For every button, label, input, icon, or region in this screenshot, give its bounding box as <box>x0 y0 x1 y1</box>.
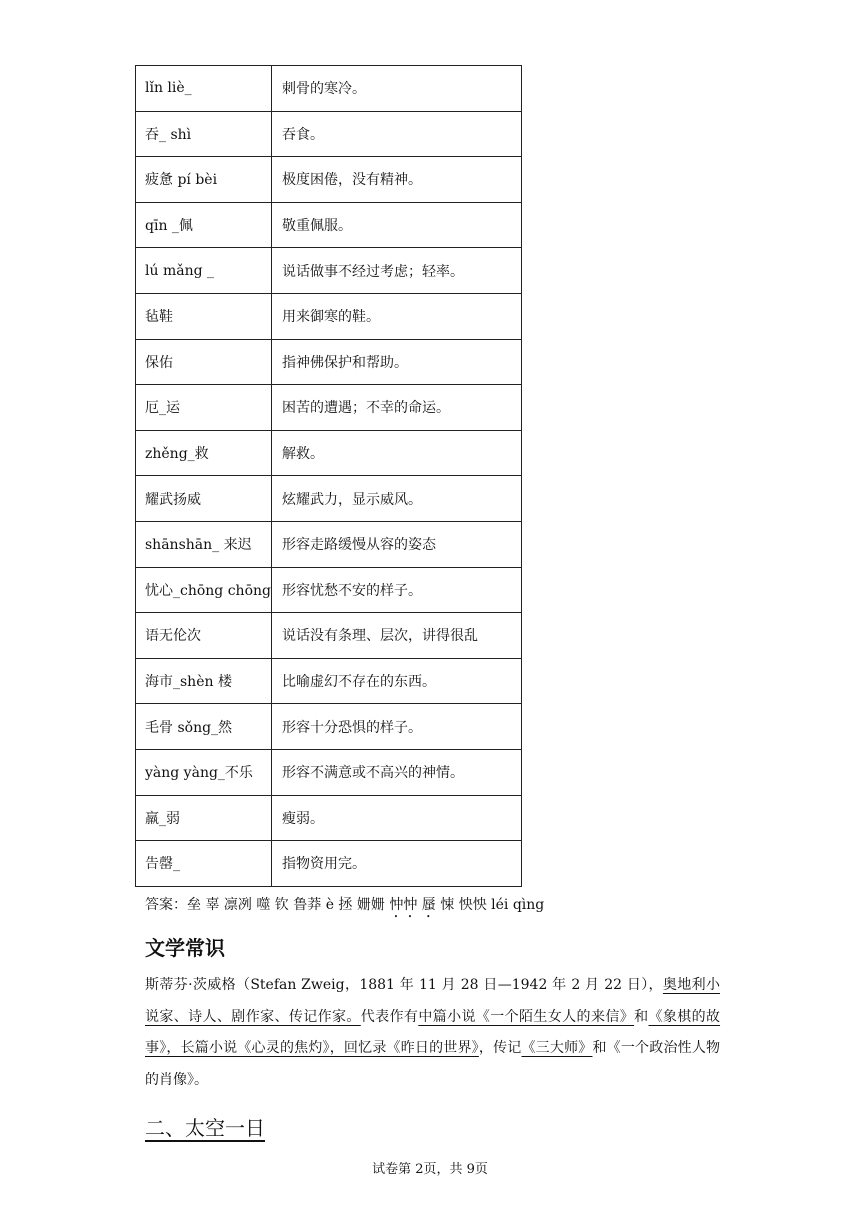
vocab-meaning-cell: 吞食。 <box>271 111 521 157</box>
table-row <box>136 385 522 431</box>
vocab-meaning-cell: 困苦的遭遇；不幸的命运。 <box>271 385 521 431</box>
vocab-meaning-cell: 炫耀武力，显示威风。 <box>271 476 521 522</box>
vocab-word-cell: 吞_ shì <box>136 111 272 157</box>
vocab-meaning-cell: 瘦弱。 <box>271 795 521 841</box>
vocab-meaning-cell: 指神佛保护和帮助。 <box>271 339 521 385</box>
table-row <box>136 476 522 522</box>
vocab-word-cell: yàng yàng_不乐 <box>136 749 272 795</box>
table-row <box>136 704 522 750</box>
table-row <box>136 202 522 248</box>
vocab-word-cell: lǐn liè_ <box>136 66 272 112</box>
literature-heading: 文学常识 <box>145 936 225 960</box>
vocab-meaning-cell: 形容走路缓慢从容的姿态 <box>271 521 521 567</box>
lit-text-2: 代表作有 <box>360 1008 419 1025</box>
table-row <box>136 339 522 385</box>
lit-underline-1: 奥地利小说家、诗人、剧作家、传记作家。 <box>145 977 720 1025</box>
table-row <box>136 248 522 294</box>
answer-line <box>145 894 544 921</box>
vocab-meaning-cell: 说话没有条理、层次，讲得很乱 <box>271 613 521 659</box>
vocab-word-cell: 厄_运 <box>136 385 272 431</box>
lit-text-4: ，传记 <box>478 1040 522 1056</box>
table-row <box>136 157 522 203</box>
table-row <box>136 293 522 339</box>
lit-text-5: 和《一个政治性人物的肖像》。 <box>145 1040 721 1088</box>
vocab-meaning-cell: 形容十分恐惧的样子。 <box>271 704 521 750</box>
vocab-word-cell: 保佑 <box>136 339 272 385</box>
lit-underline-4: 《三大师》 <box>521 1040 593 1056</box>
table-row <box>136 66 522 112</box>
table-row <box>136 111 522 157</box>
section-heading: 二、太空一日 <box>145 1116 265 1140</box>
answer-text-1: 答案：垒 辜 凛冽 噬 钦 鲁莽 è 拯 姗姗 <box>145 897 390 913</box>
lit-text-3: 和 <box>634 1008 649 1025</box>
vocab-meaning-cell: 敬重佩服。 <box>271 202 521 248</box>
lit-underline-3: 《象棋的故事》，长篇小说《心灵的焦灼》，回忆录《昨日的世界》 <box>145 1008 721 1056</box>
table-row <box>136 613 522 659</box>
vocab-word-cell: 告罄_ <box>136 841 272 887</box>
table-row <box>136 841 522 887</box>
table-row <box>136 795 522 841</box>
page-footer: 试卷第 2页，共 9页 <box>372 1162 488 1177</box>
vocabulary-table <box>135 65 522 887</box>
vocab-meaning-cell: 刺骨的寒冷。 <box>271 66 521 112</box>
vocab-word-cell: 海市_shèn 楼 <box>136 658 272 704</box>
vocab-word-cell: 毛骨 sǒng_然 <box>136 704 272 750</box>
lit-underline-2: 中篇小说《一个陌生女人的来信》 <box>418 1008 635 1025</box>
answer-text-3: 悚 怏怏 léi qìng <box>435 897 545 913</box>
vocab-word-cell: 忧心_chōng chōng <box>136 567 272 613</box>
vocab-meaning-cell: 形容忧愁不安的样子。 <box>271 567 521 613</box>
vocab-word-cell: 语无伦次 <box>136 613 272 659</box>
table-row <box>136 749 522 795</box>
vocab-meaning-cell: 极度困倦，没有精神。 <box>271 157 521 203</box>
vocab-meaning-cell: 解救。 <box>271 430 521 476</box>
vocab-meaning-cell: 比喻虚幻不存在的东西。 <box>271 658 521 704</box>
answer-dotted-2: 蜃 <box>421 897 436 913</box>
vocab-word-cell: zhěng_救 <box>136 430 272 476</box>
vocab-meaning-cell: 指物资用完。 <box>271 841 521 887</box>
table-row <box>136 521 522 567</box>
vocab-word-cell: 疲惫 pí bèi <box>136 157 272 203</box>
table-row <box>136 658 522 704</box>
table-row <box>136 567 522 613</box>
vocab-meaning-cell: 形容不满意或不高兴的神情。 <box>271 749 521 795</box>
vocab-word-cell: lú mǎng _ <box>136 248 272 294</box>
table-row <box>136 430 522 476</box>
vocab-word-cell: shānshān_ 来迟 <box>136 521 272 567</box>
vocab-word-cell: qīn _佩 <box>136 202 272 248</box>
lit-text-1: 斯蒂芬·茨威格（Stefan Zweig，1881 年 11 月 28 日—1942 年 2 月 22 日）， <box>145 977 663 993</box>
literature-paragraph <box>145 970 720 1096</box>
answer-dotted-1: 忡忡 <box>389 897 418 913</box>
vocab-word-cell: 耀武扬威 <box>136 476 272 522</box>
vocab-meaning-cell: 用来御寒的鞋。 <box>271 293 521 339</box>
vocab-meaning-cell: 说话做事不经过考虑；轻率。 <box>271 248 521 294</box>
vocab-word-cell: 毡鞋 <box>136 293 272 339</box>
vocab-word-cell: 羸_弱 <box>136 795 272 841</box>
